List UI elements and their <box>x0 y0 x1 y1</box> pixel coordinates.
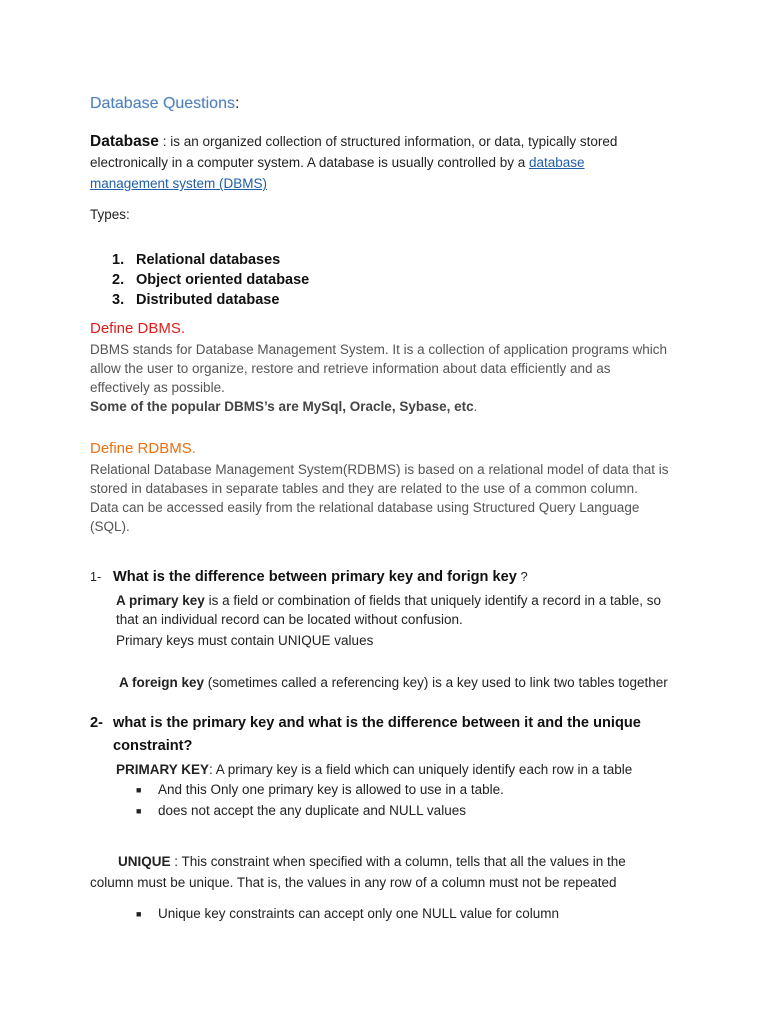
q1-heading <box>90 568 528 586</box>
q2-pk-text: : A primary key is a field which can uniquely identify each row in a table <box>209 762 633 777</box>
define-rdbms-line-4: (SQL). <box>90 519 130 534</box>
q1-pk-line-3: Primary keys must contain UNIQUE values <box>116 633 374 648</box>
q2-bullet-1 <box>0 780 768 800</box>
type-item-3 <box>112 292 279 308</box>
doc-title: Database Questions <box>90 95 235 112</box>
q2-question-2: constraint? <box>113 738 193 754</box>
doc-title-line <box>90 95 239 113</box>
q1-pk-text-1: is a field or combination of fields that uniquely identify a record in a table, so <box>204 593 662 608</box>
define-dbms-line-1: DBMS stands for Database Management System. It is a collection of application programs which <box>90 342 668 357</box>
q1-fk-term: A foreign key <box>119 675 205 690</box>
type-label: Object oriented database <box>136 272 310 288</box>
define-dbms-line-2: allow the user to organize, restore and retrieve information about data efficiently and as <box>90 361 611 376</box>
square-bullet-icon: ■ <box>136 909 142 919</box>
database-def-text-2: electronically in a computer system. A database is usually controlled by a <box>90 155 529 170</box>
define-rdbms-line-3: Data can be accessed easily from the relational database using Structured Query Language <box>90 500 640 515</box>
popular-dbms-line <box>90 397 477 418</box>
define-rdbms-line-1: Relational Database Management System(RDBMS) is based on a relational model of data that is <box>90 462 669 477</box>
q2-bullet-text: And this Only one primary key is allowed to use in a table. <box>158 782 504 797</box>
q2-bullet-text: does not accept the any duplicate and NULL values <box>158 803 466 818</box>
type-num: 2. <box>112 272 125 288</box>
define-rdbms-heading: Define RDBMS. <box>90 440 196 457</box>
q2-pk-term: PRIMARY KEY <box>116 762 210 777</box>
q2-number: 2- <box>90 715 103 731</box>
q2-unique-line-2: column must be unique. That is, the values in any row of a column must not be repeated <box>90 875 617 890</box>
define-rdbms-line-2: stored in databases in separate tables and they are related to the use of a common column. <box>90 481 638 496</box>
q2-heading-line-1 <box>90 715 641 731</box>
type-num: 1. <box>112 252 125 268</box>
q2-unique-term: UNIQUE <box>118 854 171 869</box>
q2-question-1: what is the primary key and what is the difference between it and the unique <box>113 715 641 731</box>
popular-dbms-text: Some of the popular DBMS’s are MySql, Oracle, Sybase, etc <box>90 399 474 414</box>
database-def-line-1 <box>90 132 617 153</box>
define-dbms-line-3: effectively as possible. <box>90 380 225 395</box>
type-item-2 <box>112 272 309 288</box>
q1-pk-line-1 <box>116 591 661 612</box>
type-num: 3. <box>112 292 125 308</box>
type-item-1 <box>112 252 280 268</box>
database-def-line-2 <box>90 153 585 174</box>
square-bullet-icon: ■ <box>136 806 142 816</box>
q2-unique-text-1: : This constraint when specified with a column, tells that all the values in the <box>170 854 626 869</box>
type-label: Relational databases <box>136 252 281 268</box>
dbms-link-part-1[interactable]: database <box>528 155 585 170</box>
square-bullet-icon: ■ <box>136 785 142 795</box>
q1-pk-line-2: that an individual record can be located without confusion. <box>116 612 463 627</box>
q1-question: What is the difference between primary key and forign key <box>113 569 517 585</box>
q2-unique-bullet-text: Unique key constraints can accept only one NULL value for column <box>158 906 559 921</box>
dbms-link-part-2[interactable]: management system (DBMS) <box>90 176 268 191</box>
popular-dbms-period: . <box>473 399 478 414</box>
q2-unique-bullet-1 <box>0 904 768 924</box>
q2-bullet-2 <box>0 801 768 821</box>
database-def-line-3 <box>90 174 267 195</box>
q1-fk-text: (sometimes called a referencing key) is a key used to link two tables together <box>204 675 668 690</box>
q2-pk-line <box>116 760 632 781</box>
doc-title-colon: : <box>234 95 240 112</box>
q1-fk-line <box>119 673 668 694</box>
type-label: Distributed database <box>136 292 280 308</box>
database-def-text-1: : is an organized collection of structured information, or data, typically stored <box>158 134 618 149</box>
q1-question-mark: ? <box>516 569 528 584</box>
q1-number: 1- <box>90 570 102 584</box>
q2-unique-line-1 <box>118 852 626 873</box>
types-label: Types: <box>90 207 130 222</box>
define-dbms-heading: Define DBMS. <box>90 320 186 337</box>
database-term: Database <box>90 133 159 150</box>
q1-pk-term: A primary key <box>116 593 205 608</box>
